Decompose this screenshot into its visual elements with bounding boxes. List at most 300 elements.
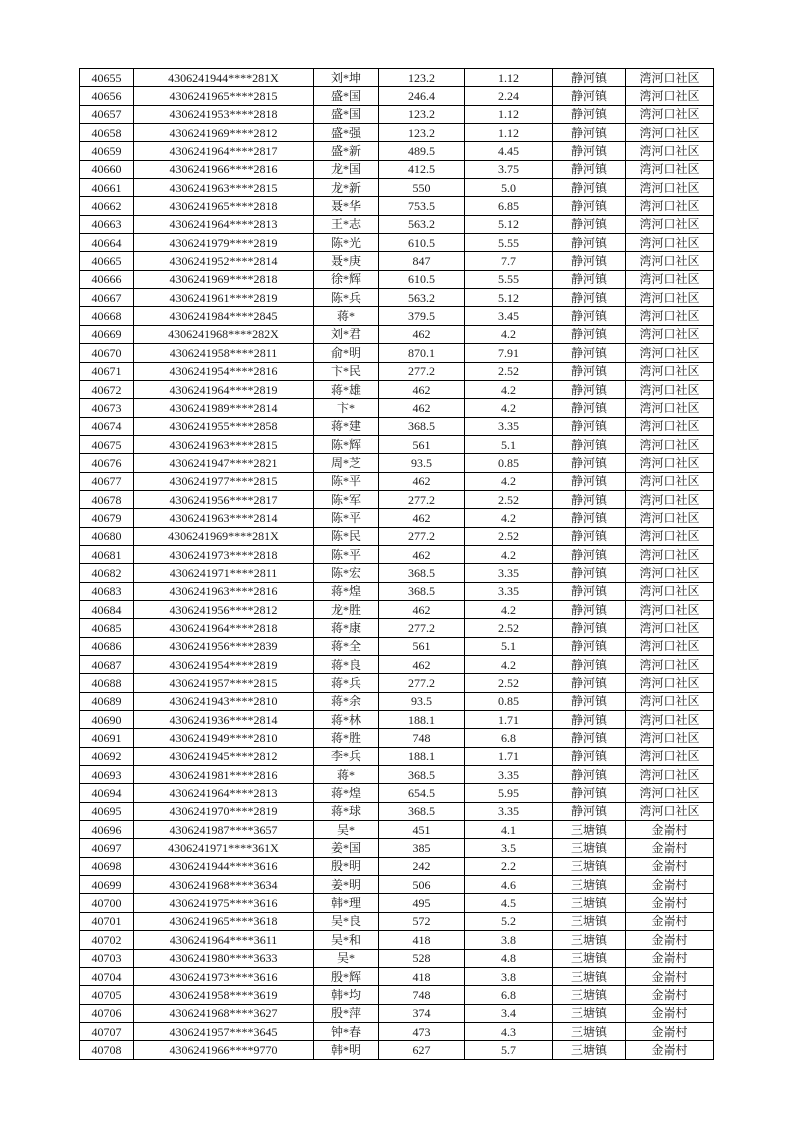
- cell-town: 静河镇: [553, 325, 626, 343]
- cell-amount: 368.5: [379, 766, 465, 784]
- cell-amount: 368.5: [379, 417, 465, 435]
- cell-name: 刘*君: [314, 325, 379, 343]
- cell-amount: 462: [379, 472, 465, 490]
- cell-serial-number: 40672: [80, 380, 134, 398]
- cell-name: 龙*胜: [314, 600, 379, 618]
- cell-amount: 277.2: [379, 490, 465, 508]
- cell-secondary-amount: 4.1: [465, 821, 553, 839]
- cell-town: 静河镇: [553, 435, 626, 453]
- cell-secondary-amount: 1.71: [465, 711, 553, 729]
- cell-id-number: 4306241989****2814: [134, 399, 314, 417]
- cell-serial-number: 40683: [80, 582, 134, 600]
- cell-village: 湾河口社区: [626, 637, 714, 655]
- cell-serial-number: 40660: [80, 160, 134, 178]
- cell-town: 静河镇: [553, 509, 626, 527]
- table-row: [80, 802, 714, 820]
- table-row: [80, 582, 714, 600]
- cell-village: 金嵛村: [626, 967, 714, 985]
- table-row: [80, 1022, 714, 1040]
- cell-amount: 748: [379, 729, 465, 747]
- cell-town: 静河镇: [553, 417, 626, 435]
- cell-amount: 753.5: [379, 197, 465, 215]
- cell-name: 周*芝: [314, 454, 379, 472]
- cell-amount: 495: [379, 894, 465, 912]
- cell-town: 静河镇: [553, 802, 626, 820]
- cell-town: 静河镇: [553, 197, 626, 215]
- cell-id-number: 4306241954****2816: [134, 362, 314, 380]
- table-row: [80, 912, 714, 930]
- cell-serial-number: 40661: [80, 179, 134, 197]
- table-row: [80, 307, 714, 325]
- cell-town: 三塘镇: [553, 821, 626, 839]
- cell-id-number: 4306241979****2819: [134, 234, 314, 252]
- cell-id-number: 4306241973****2818: [134, 545, 314, 563]
- cell-secondary-amount: 5.1: [465, 435, 553, 453]
- cell-name: 龙*国: [314, 160, 379, 178]
- cell-secondary-amount: 3.35: [465, 582, 553, 600]
- cell-name: 陈*平: [314, 472, 379, 490]
- cell-serial-number: 40658: [80, 124, 134, 142]
- cell-secondary-amount: 0.85: [465, 454, 553, 472]
- cell-amount: 368.5: [379, 564, 465, 582]
- table-row: [80, 124, 714, 142]
- cell-id-number: 4306241964****3611: [134, 931, 314, 949]
- cell-amount: 418: [379, 967, 465, 985]
- cell-town: 静河镇: [553, 270, 626, 288]
- table-row: [80, 784, 714, 802]
- cell-village: 湾河口社区: [626, 179, 714, 197]
- table-row: [80, 674, 714, 692]
- cell-secondary-amount: 4.2: [465, 656, 553, 674]
- cell-secondary-amount: 4.2: [465, 399, 553, 417]
- cell-secondary-amount: 1.12: [465, 105, 553, 123]
- cell-village: 湾河口社区: [626, 234, 714, 252]
- cell-name: 盛*新: [314, 142, 379, 160]
- cell-village: 金嵛村: [626, 912, 714, 930]
- table-row: [80, 692, 714, 710]
- cell-secondary-amount: 5.55: [465, 234, 553, 252]
- table-row: [80, 270, 714, 288]
- cell-village: 金嵛村: [626, 876, 714, 894]
- cell-name: 王*志: [314, 215, 379, 233]
- cell-town: 静河镇: [553, 344, 626, 362]
- cell-name: 陈*光: [314, 234, 379, 252]
- cell-village: 湾河口社区: [626, 399, 714, 417]
- cell-serial-number: 40691: [80, 729, 134, 747]
- cell-name: 陈*平: [314, 509, 379, 527]
- cell-village: 湾河口社区: [626, 784, 714, 802]
- cell-village: 湾河口社区: [626, 802, 714, 820]
- cell-secondary-amount: 7.91: [465, 344, 553, 362]
- cell-serial-number: 40666: [80, 270, 134, 288]
- cell-secondary-amount: 3.35: [465, 564, 553, 582]
- cell-id-number: 4306241965****3618: [134, 912, 314, 930]
- cell-id-number: 4306241949****2810: [134, 729, 314, 747]
- cell-village: 金嵛村: [626, 1004, 714, 1022]
- table-row: [80, 215, 714, 233]
- cell-town: 静河镇: [553, 582, 626, 600]
- cell-town: 静河镇: [553, 399, 626, 417]
- cell-id-number: 4306241973****3616: [134, 967, 314, 985]
- cell-village: 湾河口社区: [626, 600, 714, 618]
- cell-village: 湾河口社区: [626, 656, 714, 674]
- cell-id-number: 4306241961****2819: [134, 289, 314, 307]
- cell-town: 静河镇: [553, 69, 626, 87]
- cell-name: 陈*宏: [314, 564, 379, 582]
- cell-town: 静河镇: [553, 105, 626, 123]
- cell-secondary-amount: 6.85: [465, 197, 553, 215]
- cell-serial-number: 40696: [80, 821, 134, 839]
- cell-village: 湾河口社区: [626, 124, 714, 142]
- table-body: [80, 69, 714, 1060]
- table-row: [80, 160, 714, 178]
- cell-name: 殷*明: [314, 857, 379, 875]
- cell-amount: 627: [379, 1041, 465, 1060]
- cell-village: 湾河口社区: [626, 711, 714, 729]
- cell-secondary-amount: 3.35: [465, 802, 553, 820]
- cell-town: 静河镇: [553, 711, 626, 729]
- cell-village: 湾河口社区: [626, 69, 714, 87]
- table-row: [80, 179, 714, 197]
- cell-town: 静河镇: [553, 124, 626, 142]
- cell-amount: 870.1: [379, 344, 465, 362]
- cell-secondary-amount: 4.2: [465, 472, 553, 490]
- cell-serial-number: 40703: [80, 949, 134, 967]
- cell-name: 蒋*建: [314, 417, 379, 435]
- cell-name: 聂*华: [314, 197, 379, 215]
- cell-name: 蒋*良: [314, 656, 379, 674]
- cell-name: 殷*辉: [314, 967, 379, 985]
- cell-amount: 462: [379, 509, 465, 527]
- cell-secondary-amount: 2.2: [465, 857, 553, 875]
- cell-village: 湾河口社区: [626, 325, 714, 343]
- cell-serial-number: 40664: [80, 234, 134, 252]
- cell-amount: 242: [379, 857, 465, 875]
- table-row: [80, 857, 714, 875]
- table-row: [80, 197, 714, 215]
- cell-serial-number: 40689: [80, 692, 134, 710]
- cell-serial-number: 40682: [80, 564, 134, 582]
- cell-amount: 610.5: [379, 234, 465, 252]
- cell-amount: 654.5: [379, 784, 465, 802]
- cell-serial-number: 40659: [80, 142, 134, 160]
- cell-id-number: 4306241964****2813: [134, 215, 314, 233]
- table-row: [80, 931, 714, 949]
- table-row: [80, 454, 714, 472]
- cell-village: 湾河口社区: [626, 619, 714, 637]
- cell-amount: 368.5: [379, 802, 465, 820]
- cell-serial-number: 40665: [80, 252, 134, 270]
- cell-name: 徐*辉: [314, 270, 379, 288]
- cell-amount: 277.2: [379, 527, 465, 545]
- table-row: [80, 362, 714, 380]
- cell-amount: 277.2: [379, 362, 465, 380]
- cell-town: 静河镇: [553, 637, 626, 655]
- cell-town: 静河镇: [553, 234, 626, 252]
- cell-serial-number: 40671: [80, 362, 134, 380]
- cell-id-number: 4306241957****2815: [134, 674, 314, 692]
- cell-secondary-amount: 7.7: [465, 252, 553, 270]
- table-row: [80, 105, 714, 123]
- cell-village: 湾河口社区: [626, 564, 714, 582]
- cell-id-number: 4306241956****2839: [134, 637, 314, 655]
- cell-name: 陈*民: [314, 527, 379, 545]
- cell-id-number: 4306241957****3645: [134, 1022, 314, 1040]
- cell-id-number: 4306241944****3616: [134, 857, 314, 875]
- cell-secondary-amount: 3.35: [465, 417, 553, 435]
- cell-town: 静河镇: [553, 215, 626, 233]
- cell-serial-number: 40657: [80, 105, 134, 123]
- cell-secondary-amount: 2.52: [465, 619, 553, 637]
- cell-secondary-amount: 6.8: [465, 729, 553, 747]
- cell-village: 湾河口社区: [626, 747, 714, 765]
- cell-amount: 412.5: [379, 160, 465, 178]
- cell-id-number: 4306241944****281X: [134, 69, 314, 87]
- cell-id-number: 4306241965****2818: [134, 197, 314, 215]
- cell-secondary-amount: 3.4: [465, 1004, 553, 1022]
- table-row: [80, 252, 714, 270]
- cell-serial-number: 40701: [80, 912, 134, 930]
- cell-secondary-amount: 2.52: [465, 490, 553, 508]
- cell-id-number: 4306241936****2814: [134, 711, 314, 729]
- table-row: [80, 344, 714, 362]
- cell-village: 金嵛村: [626, 1022, 714, 1040]
- cell-name: 聂*庚: [314, 252, 379, 270]
- cell-village: 湾河口社区: [626, 472, 714, 490]
- cell-name: 蒋*煌: [314, 784, 379, 802]
- cell-village: 湾河口社区: [626, 142, 714, 160]
- cell-secondary-amount: 2.52: [465, 362, 553, 380]
- cell-town: 三塘镇: [553, 931, 626, 949]
- cell-id-number: 4306241963****2816: [134, 582, 314, 600]
- cell-village: 湾河口社区: [626, 380, 714, 398]
- cell-town: 静河镇: [553, 160, 626, 178]
- cell-name: 蒋*康: [314, 619, 379, 637]
- cell-serial-number: 40685: [80, 619, 134, 637]
- cell-secondary-amount: 4.5: [465, 894, 553, 912]
- cell-id-number: 4306241963****2815: [134, 435, 314, 453]
- cell-serial-number: 40663: [80, 215, 134, 233]
- cell-id-number: 4306241964****2819: [134, 380, 314, 398]
- cell-secondary-amount: 1.12: [465, 69, 553, 87]
- cell-town: 三塘镇: [553, 894, 626, 912]
- cell-amount: 610.5: [379, 270, 465, 288]
- cell-name: 李*兵: [314, 747, 379, 765]
- cell-town: 静河镇: [553, 289, 626, 307]
- cell-serial-number: 40692: [80, 747, 134, 765]
- cell-village: 金嵛村: [626, 857, 714, 875]
- cell-amount: 418: [379, 931, 465, 949]
- cell-name: 蒋*球: [314, 802, 379, 820]
- cell-amount: 93.5: [379, 454, 465, 472]
- cell-id-number: 4306241954****2819: [134, 656, 314, 674]
- cell-town: 静河镇: [553, 490, 626, 508]
- cell-serial-number: 40662: [80, 197, 134, 215]
- cell-town: 静河镇: [553, 619, 626, 637]
- cell-id-number: 4306241968****282X: [134, 325, 314, 343]
- cell-amount: 528: [379, 949, 465, 967]
- cell-secondary-amount: 3.75: [465, 160, 553, 178]
- cell-amount: 379.5: [379, 307, 465, 325]
- cell-name: 陈*辉: [314, 435, 379, 453]
- cell-amount: 123.2: [379, 124, 465, 142]
- cell-secondary-amount: 5.1: [465, 637, 553, 655]
- cell-town: 静河镇: [553, 729, 626, 747]
- cell-serial-number: 40677: [80, 472, 134, 490]
- table-row: [80, 711, 714, 729]
- cell-id-number: 4306241964****2817: [134, 142, 314, 160]
- cell-serial-number: 40681: [80, 545, 134, 563]
- cell-secondary-amount: 5.12: [465, 289, 553, 307]
- cell-name: 吴*和: [314, 931, 379, 949]
- cell-id-number: 4306241981****2816: [134, 766, 314, 784]
- cell-village: 湾河口社区: [626, 674, 714, 692]
- cell-town: 静河镇: [553, 472, 626, 490]
- cell-name: 钟*春: [314, 1022, 379, 1040]
- cell-village: 金嵛村: [626, 894, 714, 912]
- cell-serial-number: 40706: [80, 1004, 134, 1022]
- cell-serial-number: 40656: [80, 87, 134, 105]
- cell-id-number: 4306241987****3657: [134, 821, 314, 839]
- table-row: [80, 600, 714, 618]
- cell-secondary-amount: 4.6: [465, 876, 553, 894]
- cell-town: 静河镇: [553, 307, 626, 325]
- cell-serial-number: 40705: [80, 986, 134, 1004]
- cell-amount: 277.2: [379, 619, 465, 637]
- cell-village: 金嵛村: [626, 839, 714, 857]
- cell-amount: 462: [379, 600, 465, 618]
- cell-serial-number: 40699: [80, 876, 134, 894]
- cell-name: 韩*明: [314, 1041, 379, 1060]
- cell-village: 湾河口社区: [626, 729, 714, 747]
- cell-id-number: 4306241977****2815: [134, 472, 314, 490]
- cell-village: 湾河口社区: [626, 252, 714, 270]
- table-row: [80, 821, 714, 839]
- table-row: [80, 894, 714, 912]
- table-row: [80, 380, 714, 398]
- cell-id-number: 4306241969****2812: [134, 124, 314, 142]
- cell-secondary-amount: 4.2: [465, 509, 553, 527]
- cell-town: 三塘镇: [553, 876, 626, 894]
- cell-serial-number: 40694: [80, 784, 134, 802]
- cell-name: 盛*国: [314, 105, 379, 123]
- cell-amount: 561: [379, 637, 465, 655]
- cell-secondary-amount: 1.71: [465, 747, 553, 765]
- cell-id-number: 4306241980****3633: [134, 949, 314, 967]
- cell-village: 金嵛村: [626, 821, 714, 839]
- cell-name: 蒋*雄: [314, 380, 379, 398]
- cell-id-number: 4306241966****9770: [134, 1041, 314, 1060]
- cell-village: 金嵛村: [626, 1041, 714, 1060]
- cell-serial-number: 40684: [80, 600, 134, 618]
- cell-village: 湾河口社区: [626, 417, 714, 435]
- cell-serial-number: 40693: [80, 766, 134, 784]
- cell-amount: 550: [379, 179, 465, 197]
- cell-town: 静河镇: [553, 179, 626, 197]
- cell-name: 蒋*: [314, 766, 379, 784]
- cell-town: 静河镇: [553, 362, 626, 380]
- cell-town: 三塘镇: [553, 1022, 626, 1040]
- cell-id-number: 4306241965****2815: [134, 87, 314, 105]
- cell-amount: 748: [379, 986, 465, 1004]
- cell-village: 湾河口社区: [626, 582, 714, 600]
- table-row: [80, 876, 714, 894]
- cell-serial-number: 40680: [80, 527, 134, 545]
- cell-name: 韩*均: [314, 986, 379, 1004]
- cell-serial-number: 40707: [80, 1022, 134, 1040]
- cell-id-number: 4306241971****2811: [134, 564, 314, 582]
- table-row: [80, 527, 714, 545]
- table-row: [80, 234, 714, 252]
- cell-id-number: 4306241975****3616: [134, 894, 314, 912]
- cell-name: 蒋*兵: [314, 674, 379, 692]
- cell-id-number: 4306241970****2819: [134, 802, 314, 820]
- table-row: [80, 619, 714, 637]
- cell-name: 殷*萍: [314, 1004, 379, 1022]
- cell-secondary-amount: 5.95: [465, 784, 553, 802]
- cell-secondary-amount: 5.55: [465, 270, 553, 288]
- cell-village: 湾河口社区: [626, 160, 714, 178]
- cell-name: 蒋*林: [314, 711, 379, 729]
- cell-name: 蒋*煌: [314, 582, 379, 600]
- cell-name: 韩*理: [314, 894, 379, 912]
- cell-amount: 462: [379, 325, 465, 343]
- cell-serial-number: 40687: [80, 656, 134, 674]
- cell-amount: 563.2: [379, 289, 465, 307]
- cell-name: 姜*明: [314, 876, 379, 894]
- cell-village: 湾河口社区: [626, 105, 714, 123]
- cell-serial-number: 40669: [80, 325, 134, 343]
- table-row: [80, 417, 714, 435]
- cell-amount: 473: [379, 1022, 465, 1040]
- cell-secondary-amount: 1.12: [465, 124, 553, 142]
- cell-town: 静河镇: [553, 747, 626, 765]
- cell-town: 静河镇: [553, 784, 626, 802]
- table-row: [80, 325, 714, 343]
- cell-serial-number: 40688: [80, 674, 134, 692]
- cell-amount: 563.2: [379, 215, 465, 233]
- cell-id-number: 4306241953****2818: [134, 105, 314, 123]
- cell-secondary-amount: 3.45: [465, 307, 553, 325]
- cell-serial-number: 40678: [80, 490, 134, 508]
- cell-serial-number: 40667: [80, 289, 134, 307]
- cell-name: 吴*: [314, 949, 379, 967]
- table-row: [80, 399, 714, 417]
- cell-village: 湾河口社区: [626, 289, 714, 307]
- cell-amount: 462: [379, 380, 465, 398]
- table-row: [80, 564, 714, 582]
- cell-town: 静河镇: [553, 600, 626, 618]
- cell-town: 静河镇: [553, 380, 626, 398]
- table-row: [80, 656, 714, 674]
- cell-serial-number: 40698: [80, 857, 134, 875]
- cell-name: 卞*民: [314, 362, 379, 380]
- cell-serial-number: 40704: [80, 967, 134, 985]
- cell-id-number: 4306241958****3619: [134, 986, 314, 1004]
- cell-town: 三塘镇: [553, 1041, 626, 1060]
- cell-name: 吴*良: [314, 912, 379, 930]
- cell-id-number: 4306241964****2813: [134, 784, 314, 802]
- cell-town: 静河镇: [553, 766, 626, 784]
- cell-serial-number: 40655: [80, 69, 134, 87]
- cell-secondary-amount: 4.2: [465, 325, 553, 343]
- cell-town: 三塘镇: [553, 839, 626, 857]
- cell-village: 湾河口社区: [626, 344, 714, 362]
- table-row: [80, 766, 714, 784]
- cell-name: 陈*平: [314, 545, 379, 563]
- cell-serial-number: 40708: [80, 1041, 134, 1060]
- cell-amount: 188.1: [379, 747, 465, 765]
